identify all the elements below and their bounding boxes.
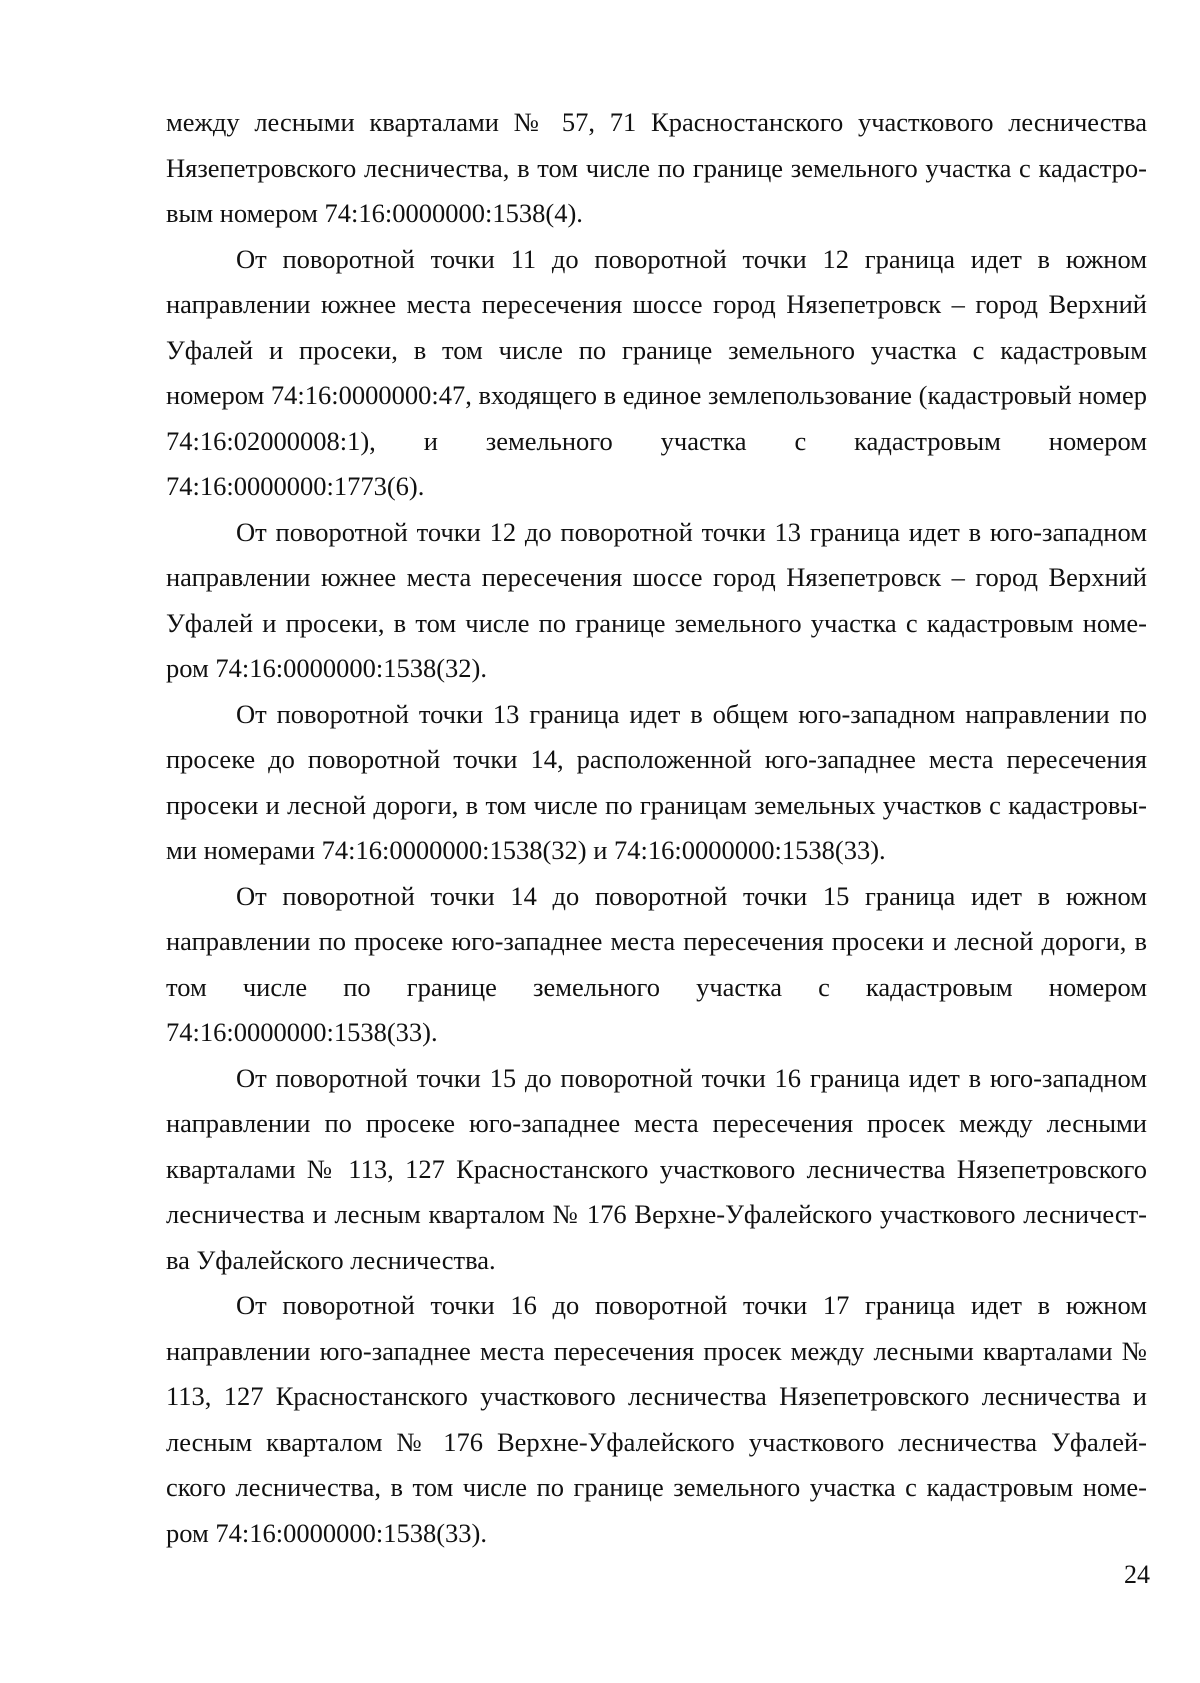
paragraph-point-15-16: От поворотной точки 15 до поворотной точки 16 граница идет в юго-западном направлении по просеке юго-западнее места пересечения просек между лесными кварталами № 113, 127 Красностанского участкового лесничества Нязепетровского лесничества и лесным кварталом № 176 Верхне-Уфалейского участкового лесничест-ва Уфалейского лесничества. — [166, 1062, 1147, 1275]
paragraph-point-14-15: От поворотной точки 14 до поворотной точки 15 граница идет в южном направлении по просеке юго-западнее места пересечения просеки и лесной дороги, в том числе по границе земельного участка с кадастровым номером 74:16:0000000:1538(33). — [166, 880, 1147, 1047]
paragraph-point-11-12: От поворотной точки 11 до поворотной точки 12 граница идет в южном направлении южнее места пересечения шоссе город Нязепетровск – город Верхний Уфалей и просеки, в том числе по границе земельного участка с кадастровым номером 74:16:0000000:47, входящего в единое землепользование (кадастровый номер 74:16:02000008:1), и земельного участка с кадастровым номером 74:16:0000000:1773(6). — [166, 243, 1147, 501]
paragraph-continuation: между лесными кварталами № 57, 71 Красностанского участкового лесничества Нязепетровского лесничества, в том числе по границе земельного участка с кадастро-вым номером 74:16:0000000:1538(4). — [166, 107, 1147, 228]
paragraph-point-13-14: От поворотной точки 13 граница идет в общем юго-западном направлении по просеке до поворотной точки 14, расположенной юго-западнее места пересечения просеки и лесной дороги, в том числе по границам земельных участков с кадастровы-ми номерами 74:16:0000000:1538(32) и 74:16:0000000:1538(33). — [166, 698, 1147, 865]
paragraph-point-12-13: От поворотной точки 12 до поворотной точки 13 граница идет в юго-западном направлении южнее места пересечения шоссе город Нязепетровск – город Верхний Уфалей и просеки, в том числе по границе земельного участка с кадастровым номе-ром 74:16:0000000:1538(32). — [166, 516, 1147, 683]
paragraph-point-16-17: От поворотной точки 16 до поворотной точки 17 граница идет в южном направлении юго-западнее места пересечения просек между лесными кварталами № 113, 127 Красностанского участкового лесничества Нязепетровского лесничества и лесным кварталом № 176 Верхне-Уфалейского участкового лесничества Уфалей-ского лесничества, в том числе по границе земельного участка с кадастровым номе-ром 74:16:0000000:1538(33). — [166, 1290, 1147, 1548]
page-number: 24 — [1124, 1560, 1150, 1589]
document-body — [166, 100, 1147, 1556]
